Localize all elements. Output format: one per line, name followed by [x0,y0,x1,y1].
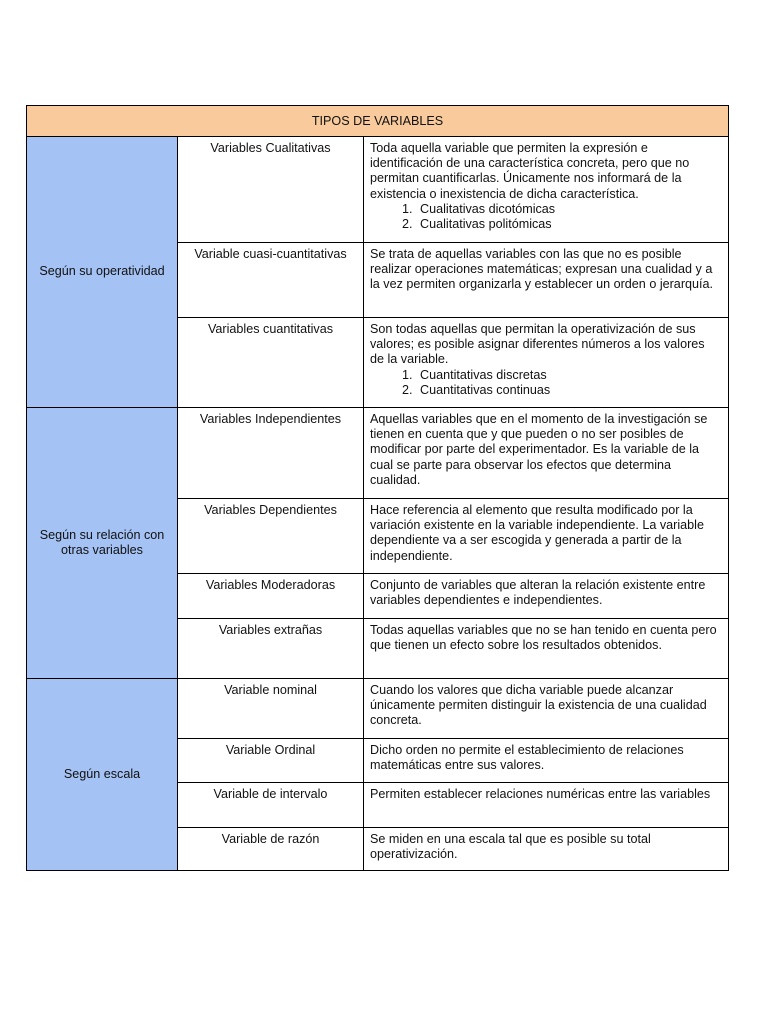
variable-name: Variables extrañas [178,619,364,679]
group-label-relacion: Según su relación con otras variables [27,408,178,679]
variable-name: Variables Cualitativas [178,137,364,243]
table-row [27,137,729,243]
variable-description: Aquellas variables que en el momento de la investigación se tienen en cuenta que y que pueden o no ser posibles de modificar por parte del experimentador. Es la variable de la cual se parte para observar los efectos que determina cualidad. [364,408,729,499]
variable-description [364,137,729,243]
variable-name: Variables cuantitativas [178,318,364,408]
list-item: 2. Cualitativas politómicas [416,217,722,232]
subtype-list [370,202,722,232]
variable-description: Se trata de aquellas variables con las que no es posible realizar operaciones matemáticas; expresan una cualidad y a la vez permiten organizarla y establecer un orden o jerarquía. [364,243,729,318]
variable-name: Variable Ordinal [178,739,364,783]
variable-name: Variables Independientes [178,408,364,499]
variable-name: Variables Dependientes [178,499,364,574]
list-item: 1. Cualitativas dicotómicas [416,202,722,217]
list-item: 2. Cuantitativas continuas [416,383,722,398]
group-label-escala: Según escala [27,679,178,871]
variable-name: Variable de intervalo [178,783,364,828]
variable-name: Variable de razón [178,828,364,871]
table-title: TIPOS DE VARIABLES [27,106,729,137]
variable-description: Cuando los valores que dicha variable puede alcanzar únicamente permiten distinguir la existencia de una cualidad concreta. [364,679,729,739]
table-row [27,408,729,499]
subtype-list [370,368,722,398]
group-label-operatividad: Según su operatividad [27,137,178,408]
description-text: Son todas aquellas que permitan la operativización de sus valores; es posible asignar diferentes números a los valores de la variable. [370,322,705,367]
variable-name: Variables Moderadoras [178,574,364,619]
variable-description [364,318,729,408]
variable-description: Se miden en una escala tal que es posible su total operativización. [364,828,729,871]
variable-description: Permiten establecer relaciones numéricas entre las variables [364,783,729,828]
variables-table [26,105,729,871]
variable-name: Variable nominal [178,679,364,739]
variable-description: Todas aquellas variables que no se han tenido en cuenta pero que tienen un efecto sobre los resultados obtenidos. [364,619,729,679]
description-text: Toda aquella variable que permiten la expresión e identificación de una característica concreta, pero que no permitan cuantificarlas. Únicamente nos informará de la existencia o inexistencia de dicha característica. [370,141,690,201]
variable-description: Hace referencia al elemento que resulta modificado por la variación existente en la variable independiente. La variable dependiente va a ser escogida y generada a partir de la independiente. [364,499,729,574]
list-item: 1. Cuantitativas discretas [416,368,722,383]
variable-description: Conjunto de variables que alteran la relación existente entre variables dependientes e independientes. [364,574,729,619]
variable-name: Variable cuasi-cuantitativas [178,243,364,318]
table-row [27,679,729,739]
title-row [27,106,729,137]
variable-description: Dicho orden no permite el establecimiento de relaciones matemáticas entre sus valores. [364,739,729,783]
